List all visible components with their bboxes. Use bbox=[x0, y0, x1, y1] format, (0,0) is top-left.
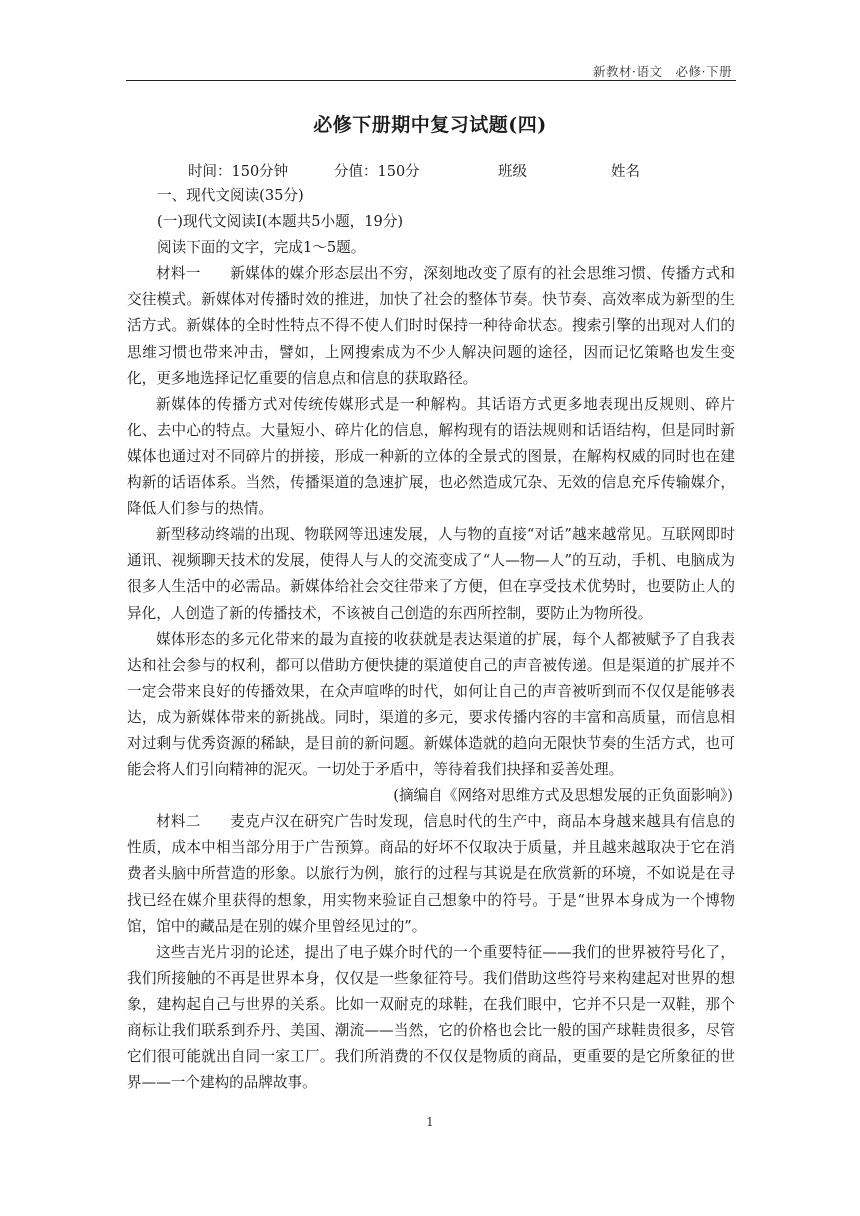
header-rule bbox=[126, 80, 736, 81]
document-title: 必修下册期中复习试题(四) bbox=[313, 114, 547, 136]
paragraph: 媒体形态的多元化带来的最为直接的收获就是表达渠道的扩展，每个人都被赋予了自我表达和社会参与的权利，都可以借助方便快捷的渠道使自己的声音被传递。但是渠道的扩展并不一定会带来良好的传播效果，在众声喧哗的时代，如何让自己的声音被听到而不仅仅是能够表达，成为新媒体带来的新挑战。同时，渠道的多元，要求传播内容的丰富和高质量，而信息相对过剩与优秀资源的稀缺，是目前的新问题。新媒体造就的趋向无限快节奏的生活方式，也可能会将人们引向精神的泥灭。一切处于矛盾中，等待着我们抉择和妥善处理。 bbox=[127, 630, 735, 779]
paragraph-material-one: 材料一 新媒体的媒介形态层出不穷，深刻地改变了原有的社会思维习惯、传播方式和交往模式。新媒体对传播时效的推进，加快了社会的整体节奏。快节奏、高效率成为新型的生活方式。新媒体的全时性特点不得不使人们时时保持一种待命状态。搜索引擎的出现对人们的思维习惯也带来冲击，譬如，上网搜索成为不少人解决问题的途径，因而记忆策略也发生变化，更多地选择记忆重要的信息点和信息的获取路径。 bbox=[127, 265, 735, 387]
source-citation: (摘编自《网络对思维方式及思想发展的正负面影响》) bbox=[393, 787, 733, 805]
reading-instruction: 阅读下面的文字，完成1～5题。 bbox=[157, 239, 366, 257]
paragraph: 这些吉光片羽的论述，提出了电子媒介时代的一个重要特征——我们的世界被符号化了，我们所接触的不再是世界本身，仅仅是一些象征符号。我们借助这些符号来构建起对世界的想象，建构起自己与世界的关系。比如一双耐克的球鞋，在我们眼中，它并不只是一双鞋，那个商标让我们联系到乔丹、美国、潮流——当然，它的价格也会比一般的国产球鞋贵很多，尽管它们很可能就出自同一家工厂。我们所消费的不仅仅是物质的商品，更重要的是它所象征的世界——一个建构的品牌故事。 bbox=[127, 943, 735, 1092]
document-body bbox=[127, 183, 735, 1096]
exam-score: 分值：150分 bbox=[334, 164, 420, 180]
paragraph: 新型移动终端的出现、物联网等迅速发展，人与物的直接“对话”越来越常见。互联网即时通讯、视频聊天技术的发展，使得人与人的交流变成了“人—物—人”的互动，手机、电脑成为很多人生活中的必需品。新媒体给社会交往带来了方便，但在享受技术优势时，也要防止人的异化，人创造了新的传播技术，不该被自己创造的东西所控制，要防止为物所役。 bbox=[127, 526, 735, 622]
exam-name-field: 姓名 bbox=[611, 164, 640, 180]
paragraph-material-two: 材料二 麦克卢汉在研究广告时发现，信息时代的生产中，商品本身越来越具有信息的性质，成本中相当部分用于广告预算。商品的好坏不仅取决于质量，并且越来越取决于它在消费者头脑中所营造的形象。以旅行为例，旅行的过程与其说是在欣赏新的环境，不如说是在寻找已经在媒介里获得的想象，用实物来验证自己想象中的符号。于是“世界本身成为一个博物馆，馆中的藏品是在别的媒介里曾经见过的”。 bbox=[127, 813, 735, 935]
section-heading: 一、现代文阅读(35分) bbox=[157, 187, 304, 204]
paragraph: 新媒体的传播方式对传统传媒形式是一种解构。其话语方式更多地表现出反规则、碎片化、去中心的特点。大量短小、碎片化的信息，解构现有的语法规则和话语结构，但是同时新媒体也通过对不同碎片的拼接，形成一种新的立体的全景式的图景，在解构权威的同时也在建构新的话语体系。当然，传播渠道的急速扩展，也必然造成冗杂、无效的信息充斥传输媒介，降低人们参与的热情。 bbox=[127, 395, 735, 518]
exam-class-field: 班级 bbox=[498, 164, 527, 180]
subsection-heading: (一)现代文阅读Ⅰ(本题共5小题，19分) bbox=[157, 213, 404, 231]
exam-time: 时间：150分钟 bbox=[188, 164, 289, 180]
page-number: 1 bbox=[426, 1115, 434, 1129]
running-header: 新教材·语文 必修·下册 bbox=[593, 64, 732, 79]
